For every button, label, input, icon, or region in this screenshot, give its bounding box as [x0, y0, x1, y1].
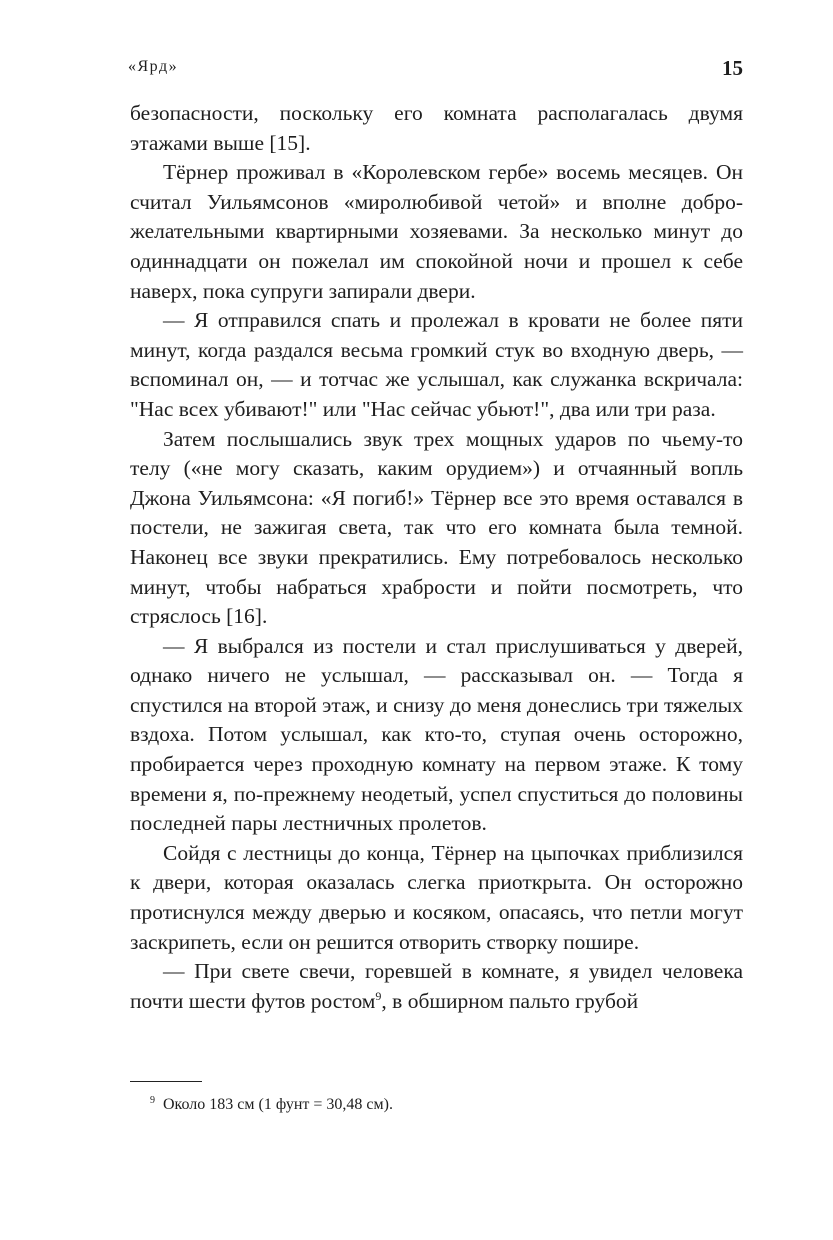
paragraph-4: Затем послышались звук трех мощных ударов по чьему-то телу («не могу сказать, каким орудием») и отчаянный вопль Джона Уильямсона: «Я погиб!» Тёрнер все это время оставался в постели, не зажигая света, так что его комната была темной. Наконец все звуки прекратились. Ему потребовалось несколько минут, чтобы набраться храбрости и пойти посмотреть, что стряслось [16].: [130, 426, 743, 629]
paragraph-2: Тёрнер проживал в «Королевском гербе» восемь месяцев. Он считал Уильямсонов «миролюбивой четой» и вполне доброжелательными квартирными хозяевами. За несколько минут до одиннадцати он пожелал им спокойной ночи и прошел к себе наверх, пока супруги запирали двери.: [130, 160, 743, 303]
paragraph-7-continuation: , в обширном пальто грубой: [381, 988, 639, 1013]
footnote-mark: 9: [150, 1095, 155, 1106]
footnote: [150, 1094, 393, 1116]
paragraph-6: Сойдя с лестницы до конца, Тёрнер на цыпочках приблизился к двери, которая оказалась слегка приоткрыта. Он осторожно протиснулся между дверью и косяком, опасаясь, что петли могут заскрипеть, если он решится отворить створку пошире.: [130, 840, 743, 954]
page-number: 15: [722, 56, 743, 80]
body-text: [130, 99, 743, 1016]
footnote-reference: 9: [375, 988, 382, 1003]
running-title: «Ярд»: [128, 58, 179, 75]
paragraph-1: безопасности, поскольку его комната располагалась двумя этажами выше [15].: [130, 101, 743, 155]
footnote-divider: [130, 1081, 202, 1082]
paragraph-5: — Я выбрался из постели и стал прислушиваться у дверей, однако ничего не услышал, — рассказывал он. — Тогда я спустился на второй этаж, и снизу до меня донеслись три тяжелых вздоха. Потом услышал, как кто-то, ступая очень осторожно, пробирается через проходную комнату на первом этаже. К тому времени я, по-прежнему неодетый, успел спуститься до половины последней пары лестничных пролетов.: [130, 633, 743, 836]
paragraph-7: [130, 957, 743, 1016]
paragraph-3: — Я отправился спать и пролежал в кровати не более пяти минут, когда раздался весьма громкий стук во входную дверь, — вспоминал он, — и тотчас же услышал, как служанка вскричала: "Нас всех убивают!" или "Нас сейчас убьют!", два или три раза.: [130, 308, 743, 421]
footnote-text: Около 183 см (1 фунт = 30,48 см).: [163, 1096, 393, 1113]
paragraph-7-text: — При свете свечи, горевшей в комнате, я увидел человека почти шести футов ростом: [130, 959, 743, 1013]
